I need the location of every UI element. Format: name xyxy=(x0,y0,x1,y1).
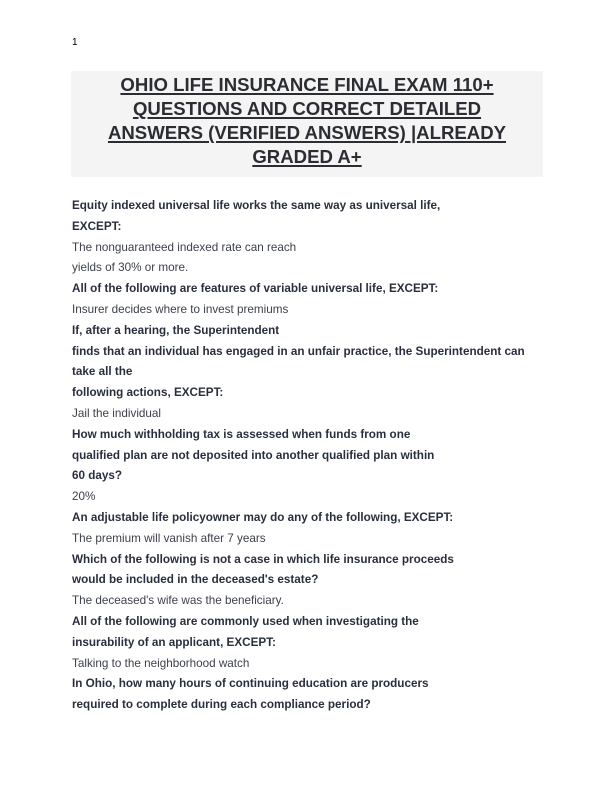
answer-line: yields of 30% or more. xyxy=(72,261,189,275)
question-line: In Ohio, how many hours of continuing education are producers xyxy=(72,677,429,691)
page-number: 1 xyxy=(72,37,78,48)
question-line: following actions, EXCEPT: xyxy=(72,386,224,400)
title-line: ANSWERS (VERIFIED ANSWERS) |ALREADY xyxy=(107,122,507,143)
question-line: 60 days? xyxy=(72,469,123,483)
question-line: Equity indexed universal life works the same way as universal life, xyxy=(72,199,441,212)
question-line: finds that an individual has engaged in an unfair practice, the Superintendent can xyxy=(72,344,525,358)
question-line: qualified plan are not deposited into another qualified plan within xyxy=(72,448,435,462)
question-line: If, after a hearing, the Superintendent xyxy=(72,323,280,337)
question-line: An adjustable life policyowner may do any of the following, EXCEPT: xyxy=(72,510,454,524)
question-line: required to complete during each compliance period? xyxy=(72,698,371,712)
document-title xyxy=(71,71,543,169)
answer-line: Jail the individual xyxy=(72,406,162,420)
qa-content xyxy=(72,196,552,716)
question-line: How much withholding tax is assessed when funds from one xyxy=(72,427,411,441)
answer-line: Talking to the neighborhood watch xyxy=(72,656,250,670)
question-line: All of the following are features of variable universal life, EXCEPT: xyxy=(72,282,439,296)
question-line: Which of the following is not a case in which life insurance proceeds xyxy=(72,552,454,566)
title-line: GRADED A+ xyxy=(252,146,362,167)
answer-line: Insurer decides where to invest premiums xyxy=(72,302,289,316)
title-line: QUESTIONS AND CORRECT DETAILED xyxy=(132,98,482,119)
question-line: All of the following are commonly used when investigating the xyxy=(72,614,419,628)
question-line: insurability of an applicant, EXCEPT: xyxy=(72,635,276,649)
answer-line: The deceased's wife was the beneficiary. xyxy=(72,594,284,608)
answer-line: The nonguaranteed indexed rate can reach xyxy=(72,240,297,254)
title-box xyxy=(71,71,543,177)
answer-line: The premium will vanish after 7 years xyxy=(72,531,266,545)
question-line: EXCEPT: xyxy=(72,219,122,233)
question-line: take all the xyxy=(72,365,133,379)
answer-line: 20% xyxy=(72,490,96,504)
title-line: OHIO LIFE INSURANCE FINAL EXAM 110+ xyxy=(120,74,494,95)
question-line: would be included in the deceased's estate? xyxy=(72,573,319,587)
